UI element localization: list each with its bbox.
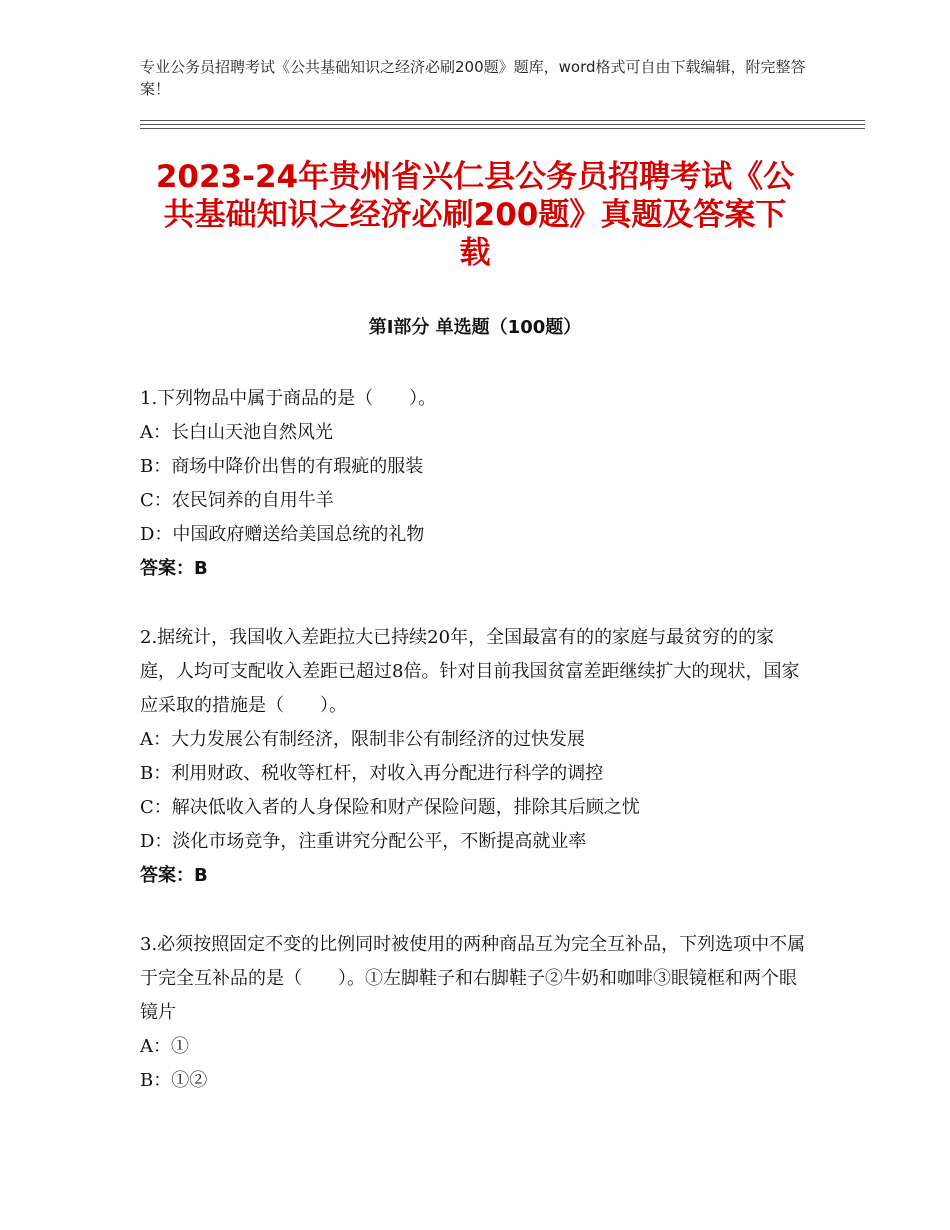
answer: 答案：B: [140, 558, 208, 579]
header-note: 专业公务员招聘考试《公共基础知识之经济必刷200题》题库，word格式可自由下载编辑，附完整答案！: [140, 58, 806, 98]
question-list: [140, 382, 810, 1133]
question-1: [140, 382, 810, 586]
question-stem: 1.下列物品中属于商品的是（ ）。: [140, 388, 437, 409]
document-title: 2023-24年贵州省兴仁县公务员招聘考试《公共基础知识之经济必刷200题》真题及答案下载: [155, 159, 795, 271]
header-divider: [140, 120, 865, 121]
option-d: D：中国政府赠送给美国总统的礼物: [140, 524, 425, 545]
option-b: B：①②: [140, 1070, 208, 1091]
header-divider: [140, 128, 865, 129]
option-b: B：利用财政、税收等杠杆，对收入再分配进行科学的调控: [140, 763, 604, 784]
section-title: 第I部分 单选题（100题）: [368, 317, 582, 338]
option-c: C：解决低收入者的人身保险和财产保险问题，排除其后顾之忧: [140, 797, 640, 818]
option-d: D：淡化市场竞争，注重讲究分配公平，不断提高就业率: [140, 831, 587, 852]
question-3: [140, 928, 810, 1098]
option-a: A：①: [140, 1036, 189, 1057]
option-a: A：长白山天池自然风光: [140, 422, 333, 443]
option-c: C：农民饲养的自用牛羊: [140, 490, 334, 511]
question-stem: 3.必须按照固定不变的比例同时被使用的两种商品互为完全互补品，下列选项中不属于完全互补品的是（ ）。①左脚鞋子和右脚鞋子②牛奶和咖啡③眼镜框和两个眼镜片: [140, 934, 806, 1023]
option-b: B：商场中降价出售的有瑕疵的服装: [140, 456, 424, 477]
question-stem: 2.据统计，我国收入差距拉大已持续20年，全国最富有的的家庭与最贫穷的的家庭，人均可支配收入差距已超过8倍。针对目前我国贫富差距继续扩大的现状，国家应采取的措施是（ ）。: [140, 627, 800, 716]
question-2: [140, 621, 810, 893]
header-divider: [140, 124, 865, 125]
answer: 答案：B: [140, 865, 208, 886]
option-a: A：大力发展公有制经济，限制非公有制经济的过快发展: [140, 729, 585, 750]
